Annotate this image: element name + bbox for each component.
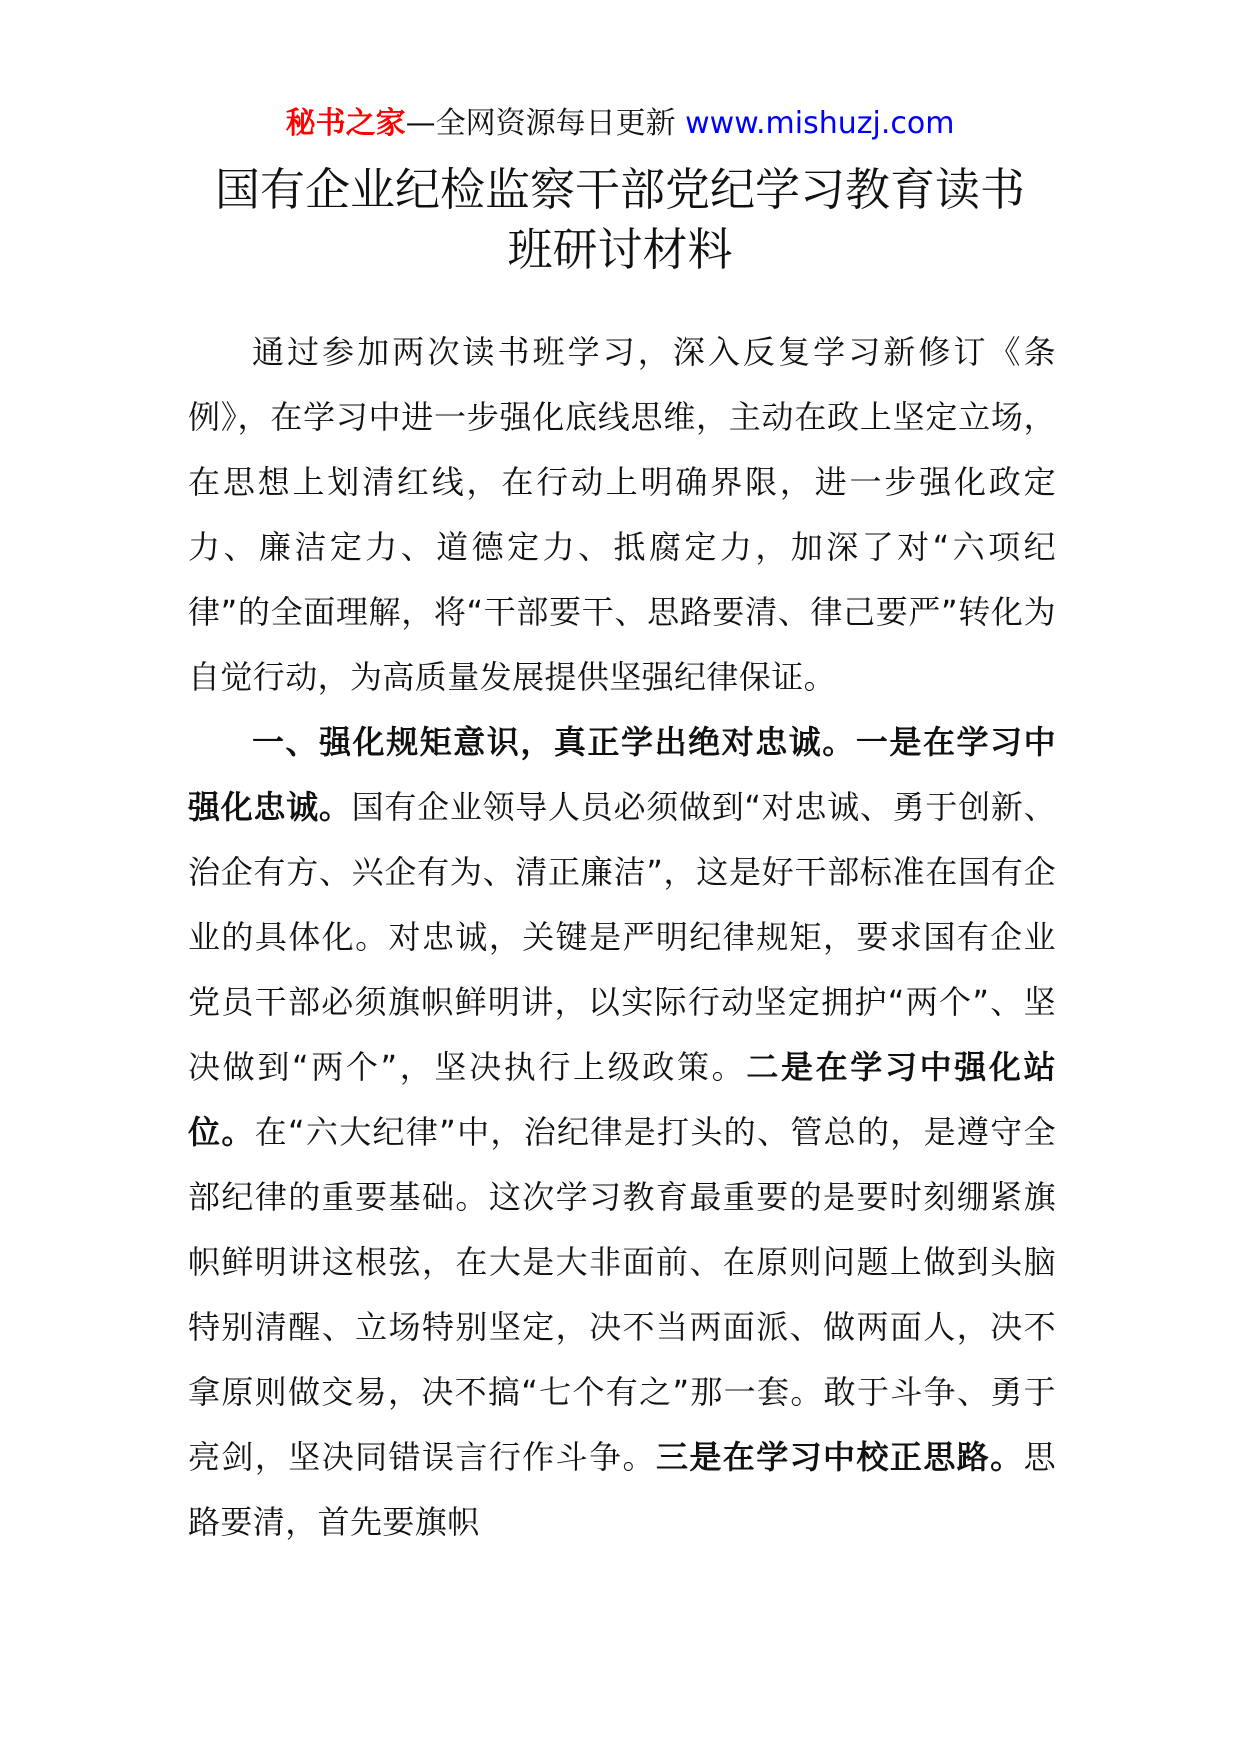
point-3-text: 思路要清，首先要旗帜 [188,1438,1056,1541]
title-line-2: 班研讨材料 [507,223,733,276]
point-1-title: 一是在学习中强化忠诚。 [188,723,1056,826]
point-3-title: 三是在学习中校正思路。 [655,1438,1024,1476]
paragraph-intro: 通过参加两次读书班学习，深入反复学习新修订《条例》，在学习中进一步强化底线思维，主动在政上坚定立场，在思想上划清红线，在行动上明确界限，进一步强化政定力、廉洁定力、道德定力、抵腐定力，加深了对“六项纪律”的全面理解，将“干部要干、思路要清、律己要严”转化为自觉行动，为高质量发展提供坚强纪律保证。 [188,333,1056,696]
section-heading: 一、强化规矩意识，真正学出绝对忠诚。 [252,723,856,761]
site-banner [0,100,1240,148]
site-tagline: —全网资源每日更新 [405,106,686,141]
point-2-text: 在“六大纪律”中，治纪律是打头的、管总的，是遵守全部纪律的重要基础。这次学习教育最重要的是要时刻绷紧旗帜鲜明讲这根弦，在大是大非面前、在原则问题上做到头脑特别清醒、立场特别坚定，决不当两面派、做两面人，决不拿原则做交易，决不搞“七个有之”那一套。敢于斗争、勇于亮剑，坚决同错误言行作斗争。 [188,1113,1056,1476]
point-1-text: 国有企业领导人员必须做到“对忠诚、勇于创新、治企有方、兴企有为、清正廉洁”，这是好干部标准在国有企业的具体化。对忠诚，关键是严明纪律规矩，要求国有企业党员干部必须旗帜鲜明讲，以实际行动坚定拥护“两个”、坚决做到“两个”，坚决执行上级政策。 [188,788,1056,1086]
site-url-link[interactable]: www.mishuzj.com [685,106,955,141]
document-body [188,320,1056,1555]
point-2-title: 二是在学习中强化站位。 [188,1048,1056,1151]
document-title [140,160,1100,280]
site-brand: 秘书之家 [285,106,406,141]
title-line-1: 国有企业纪检监察干部党纪学习教育读书 [214,163,1025,216]
paragraph-section-1 [188,710,1056,1555]
